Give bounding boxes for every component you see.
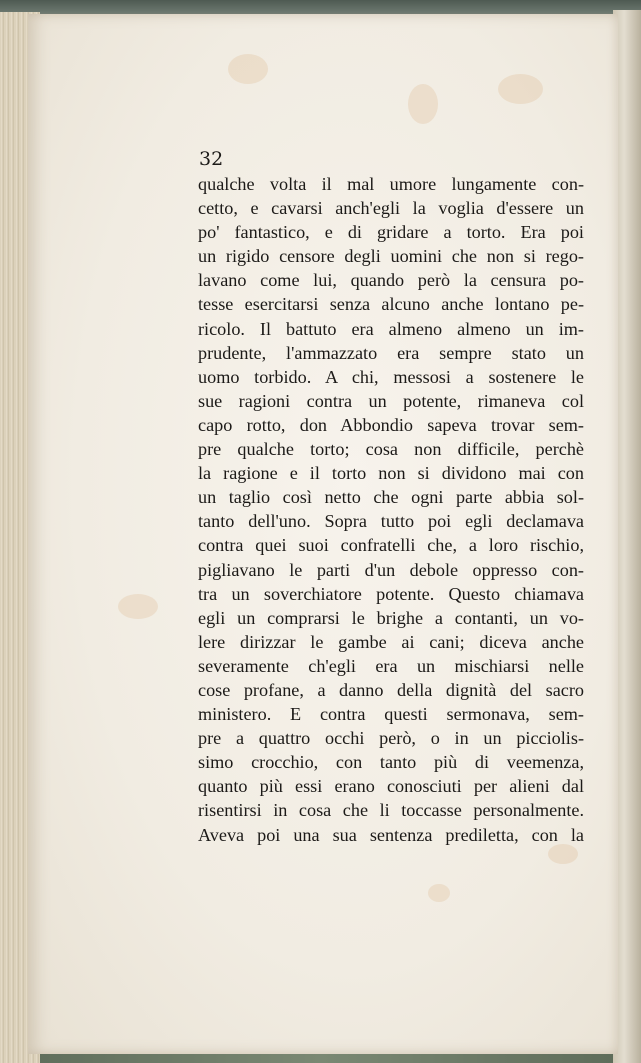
text-line: sue ragioni contra un potente, rimaneva col xyxy=(198,390,584,411)
text-line: lavano come lui, quando però la censura po- xyxy=(198,270,584,291)
text-line: severamente ch'egli era un mischiarsi nelle xyxy=(198,655,584,676)
text-line: un rigido censore degli uomini che non si rego- xyxy=(198,246,584,267)
text-line: tesse esercitarsi senza alcuno anche lontano pe- xyxy=(198,294,584,315)
text-line: contra quei suoi confratelli che, a loro rischio, xyxy=(198,535,584,556)
text-line: pigliavano le parti d'un debole oppresso con- xyxy=(198,559,584,580)
foxing-stain xyxy=(228,54,268,84)
text-line: pre a quattro occhi però, o in un picciolis- xyxy=(198,728,584,749)
foxing-stain xyxy=(408,84,438,124)
page-number: 32 xyxy=(199,148,224,170)
body-text xyxy=(198,172,584,847)
text-line: risentirsi in cosa che li toccasse personalmente. xyxy=(198,800,584,821)
foxing-stain xyxy=(498,74,543,104)
text-line: tanto dell'uno. Sopra tutto poi egli declamava xyxy=(198,511,584,532)
text-line: simo crocchio, con tanto più di veemenza, xyxy=(198,752,584,773)
foxing-stain xyxy=(118,594,158,619)
text-line: tra un soverchiatore potente. Questo chiamava xyxy=(198,583,584,604)
text-line: Aveva poi una sua sentenza prediletta, con la xyxy=(198,824,584,845)
text-line: capo rotto, don Abbondio sapeva trovar sem- xyxy=(198,414,584,435)
text-line: quanto più essi erano conosciuti per alieni dal xyxy=(198,776,584,797)
foxing-stain xyxy=(428,884,450,902)
text-line: cose profane, a danno della dignità del sacro xyxy=(198,679,584,700)
text-line: ministero. E contra questi sermonava, sem- xyxy=(198,704,584,725)
foxing-stain xyxy=(548,844,578,864)
text-line: pre qualche torto; cosa non difficile, perchè xyxy=(198,439,584,460)
text-line: qualche volta il mal umore lungamente con- xyxy=(198,174,584,194)
text-line: la ragione e il torto non si dividono mai con xyxy=(198,463,584,484)
text-line: prudente, l'ammazzato era sempre stato un xyxy=(198,342,584,363)
text-line: po' fantastico, e di gridare a torto. Era poi xyxy=(198,222,584,243)
text-line: egli un comprarsi le brighe a contanti, un vo- xyxy=(198,607,584,628)
text-line: un taglio così netto che ogni parte abbia sol- xyxy=(198,487,584,508)
text-line: lere dirizzar le gambe ai cani; diceva anche xyxy=(198,631,584,652)
text-line: ricolo. Il battuto era almeno almeno un im- xyxy=(198,318,584,339)
text-line: cetto, e cavarsi anch'egli la voglia d'essere un xyxy=(198,198,584,219)
text-line: uomo torbido. A chi, messosi a sostenere le xyxy=(198,366,584,387)
